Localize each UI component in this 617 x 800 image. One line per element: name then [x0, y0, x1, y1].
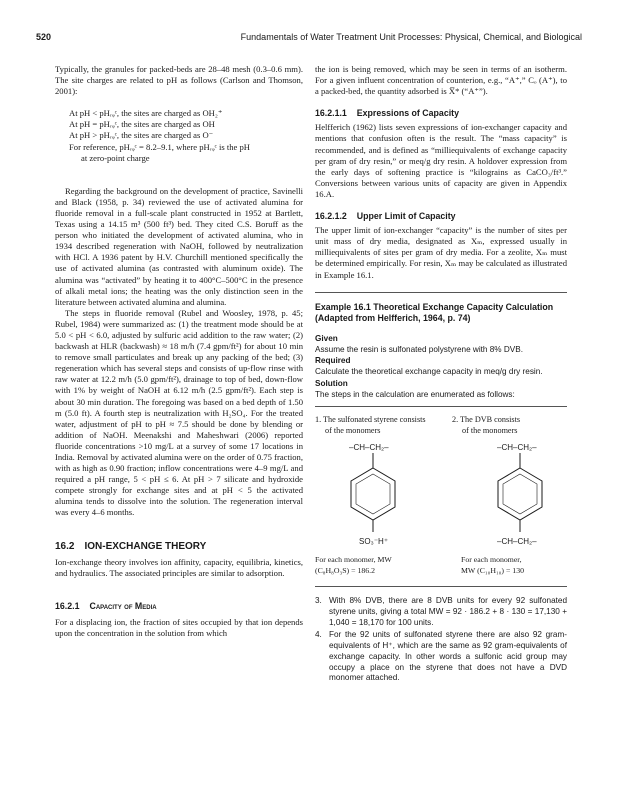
section-heading [55, 541, 303, 552]
charge-conditions [69, 108, 303, 163]
required-text: Calculate the theoretical exchange capacity in meq/g dry resin. [315, 367, 543, 377]
solution-text: The steps in the calculation are enumerated as follows: [315, 389, 515, 399]
condition-line: At pH < pHᵣᵩᶜ, the sites are charged as OH₂⁺ [69, 108, 223, 119]
mol2-bottom-label: –CH–CH₂– [497, 537, 537, 547]
section-number: 16.2 [55, 540, 75, 552]
paragraph: The upper limit of ion-exchanger “capacity” is the number of sites per unit mass of dry media, designated as Xₘ, expressed usually in milliequivalents of sites per gram of dry media. For a zeolite, Xₘ must be determined empirically. For resin, Xₘ may be calculated as illustrated in Example 16.1. [315, 225, 567, 280]
mw-text: For each monomer, [461, 555, 522, 565]
page-number: 520 [36, 32, 52, 42]
paragraph: For a displacing ion, the fraction of sites occupied by that ion depends upon the concentration in the solution from which [55, 616, 303, 639]
paragraph: Typically, the granules for packed-beds are 28–48 mesh (0.3–0.6 mm). The site charges are related to pH as follows (Carlson and Thomson, 2001): [55, 64, 303, 97]
mol2-top-label: –CH–CH₂– [497, 443, 537, 453]
running-title: Fundamentals of Water Treatment Unit Processes: Physical, Chemical, and Biological [240, 32, 582, 42]
paragraph: Helfferich (1962) lists seven expressions of ion-exchanger capacity and mentions that confusion often is the result. The “mass capacity” is recommended, and is defined as “milliequivalents of exchange capacity per gram of dry resin,” or meq/g dry resin. A holdover expression from the early days of softening practice is “kilograins as CaCO₃/ft³.” Conversions between various units of capacity are given in Appendix 16.A. [315, 122, 567, 199]
subsection-title: Capacity of Media [89, 600, 157, 611]
item-text: With 8% DVB, there are 8 DVB units for every 92 sulfonated styrene units, giving a total MW = 92 · 186.2 + 8 · 130 = 17,130 + 1,040 = 18,170 for 100 units. [329, 596, 567, 627]
mw-text: For each monomer, MW [315, 555, 392, 565]
mw-text: MW (C₁₀H₁₀) = 130 [461, 566, 524, 576]
step-text: 1. The sulfonated styrene consists [315, 415, 426, 425]
given-label: Given [315, 333, 338, 343]
structure-diagram [315, 440, 567, 548]
condition-line: At pH = pHᵣᵩᶜ, the sites are charged as OH [69, 119, 215, 130]
subsubsection-title: Expressions of Capacity [356, 108, 459, 119]
benzene-inner-1 [356, 474, 390, 514]
step-text: 2. The DVB consists [452, 415, 521, 425]
subsubsection-title: Upper Limit of Capacity [356, 211, 456, 222]
section-title: ION-EXCHANGE THEORY [84, 540, 207, 552]
step-text: of the monomers [325, 425, 381, 435]
paragraph: the ion is being removed, which may be seen in terms of an isotherm. For a given influent concentration of counterion, e.g., “A⁺,” Cₒ (A⁺), to a packed-bed, the quantity adsorbed is X̅* (“A⁺”). [315, 64, 567, 97]
step-text: of the monomers [462, 425, 518, 435]
subsubsection-heading [315, 211, 567, 222]
calculation-steps [315, 596, 567, 684]
list-item [315, 630, 567, 684]
monomer-weights [315, 554, 567, 576]
subsubsection-heading [315, 108, 567, 119]
mol1-bottom-label: SO₃⁻H⁺ [359, 537, 389, 547]
mol1-top-label: –CH–CH₂– [349, 443, 389, 453]
monomer-steps [315, 415, 567, 436]
subsection-heading [55, 601, 303, 612]
benzene-ring-2 [498, 468, 542, 520]
condition-line: At pH > pHᵣᵩᶜ, the sites are charged as O⁻ [69, 130, 214, 141]
subsubsection-number: 16.2.1.1 [315, 108, 347, 119]
paragraph: The steps in fluoride removal (Rubel and Woosley, 1978, p. 45; Rubel, 1984) were summarized as: (1) the treatment mode should be at 5.0 < pH < 6.0, adjusted by sulfuric acid addition to the raw water; (2) backwash at HLR (backwash) ≈ 18 m/h (7.4 gpm/ft²) for about 10 min to remove small particulates and break up any packing of the bed; (3) regeneration which has several steps and consists of up-flow rinse with raw water at 12.2 m/h (5.0 gpm/ft²), drainage to top of bed, down-flow with 1% by weight of NaOH at 6.12 m/h (2.5 gpm/ft²). Each step is about 30 min duration. The foregoing was based on a bed depth of 1.50 m (5.0 ft). A fourth step is neutralization with H₂SO₄. For the treated water, adjustment of pH to pH ≈ 7.5 should be done by blending or addition of NaOH. Meenakshi and Maheshwari (2006) reported fluoride concentrations >10 mg/L at a survey of some 17 locations in India. Removal by activated alumina were on the order of 0.75 fraction, with as high as 0.90 fraction; inflow concentrations were 4–9 mg/L and required a pH range, 5 < pH ≤ 6. At pH > 7 silicate and hydroxide compete strongly for exchange sites and at pH < 5 the activated alumina tends to dissolve into the solution. The regeneration interval was every 4–6 months. [55, 307, 303, 518]
benzene-ring-1 [351, 468, 395, 520]
list-item [315, 596, 567, 628]
item-number: 3. [315, 596, 322, 606]
benzene-inner-2 [503, 474, 537, 514]
page-header [36, 32, 582, 46]
left-column [55, 64, 303, 639]
item-text: For the 92 units of sulfonated styrene there are also 92 gram-equivalents of H⁺, which are the same as 92 gram-equivalents of exchange capacity. In other words a sulfonic acid group may occupy a place on the styrene that does not have a DVD monomer attached. [329, 630, 567, 683]
item-number: 4. [315, 630, 322, 640]
condition-line: For reference, pHᵣᵩᶜ = 8.2–9.1, where pHᵣᵩᶜ is the pH [69, 141, 250, 152]
condition-line: at zero-point charge [81, 152, 150, 163]
paragraph: Regarding the background on the development of practice, Savinelli and Black (1958, p. 34) reviewed the use of activated alumina for fluoride removal in a full-scale plant constructed in 1952 at Bartlett, Texas using a 14.15 m³ (500 ft³) bed. They cited C.S. Boruff as the person who initiated the development of activated alumina, who in 1934 described regeneration with NaOH, followed by neutralization with HCl. A 1936 patent by H.V. Churchill mentioned specifically the use of activated alumina (as contrasted with aluminum oxide). The alumina was “activated” by heating it to 400°C–500°C in the presence of alkali metal ions; the heating was the only distinction seen in the literature between activated alumina and alumina. [55, 185, 303, 307]
example-box [315, 292, 567, 684]
required-label: Required [315, 356, 351, 366]
example-title: Example 16.1 Theoretical Exchange Capacity Calculation (Adapted from Helfferich, 1964, p. 74) [315, 301, 554, 324]
right-column [315, 64, 567, 684]
subsection-number: 16.2.1 [55, 600, 80, 611]
paragraph: Ion-exchange theory involves ion affinity, capacity, equilibria, kinetics, and hydraulics. The associated principles are similar to adsorption. [55, 556, 303, 578]
monomer-structures [315, 440, 567, 548]
solution-label: Solution [315, 378, 348, 388]
mw-text: (C₈H₈O₃S) = 186.2 [315, 566, 375, 576]
given-text: Assume the resin is sulfonated polystyrene with 8% DVB. [315, 344, 523, 354]
subsubsection-number: 16.2.1.2 [315, 211, 347, 222]
